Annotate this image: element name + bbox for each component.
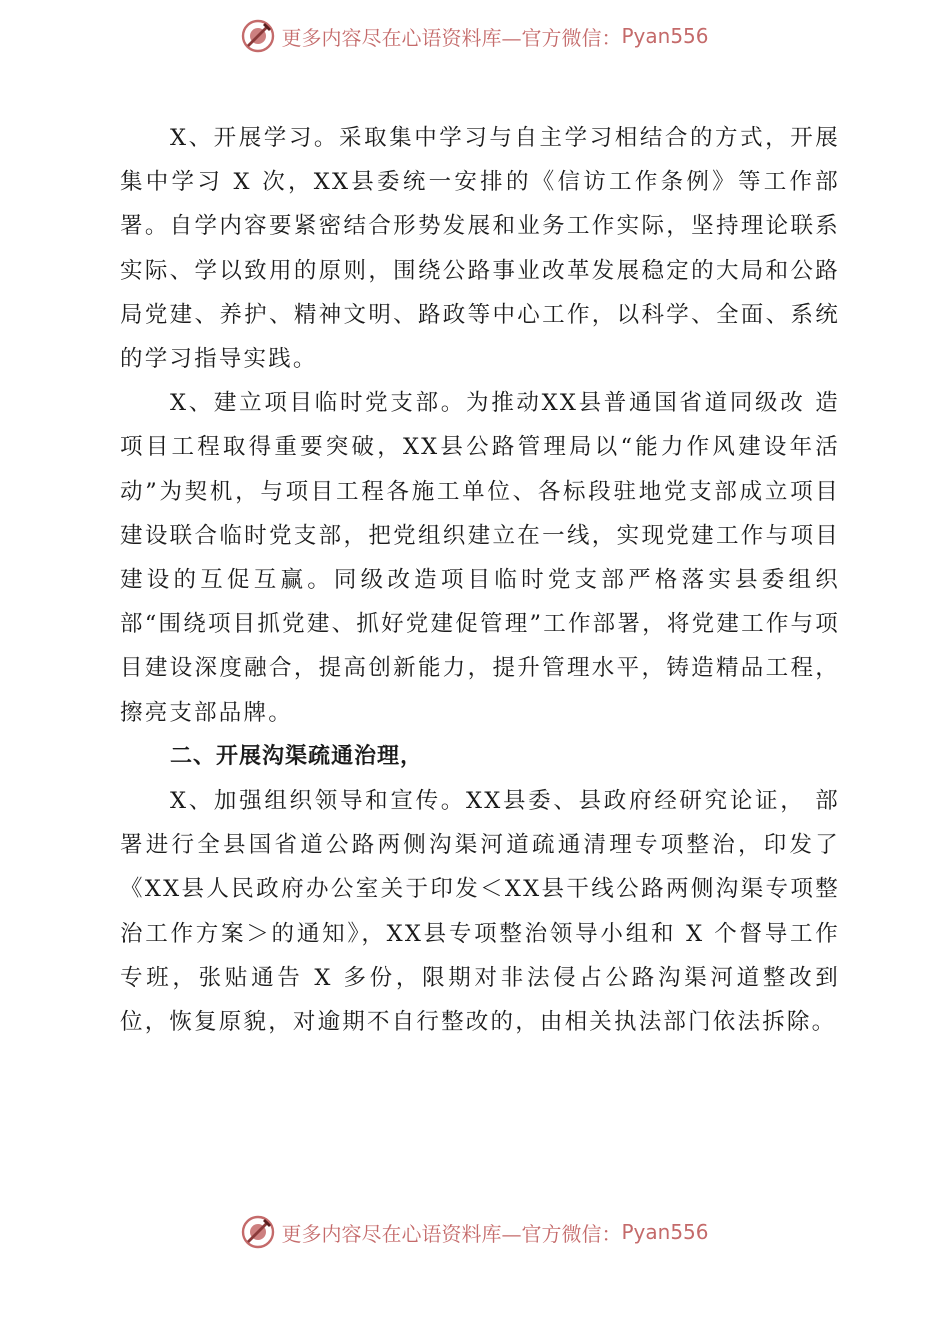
watermark-wechat-id: Pyan556 (621, 24, 709, 48)
document-body (120, 116, 840, 1044)
paragraph-organization: X、加强组织领导和宣传。XX县委、县政府经研究论证， 部署进行全县国省道公路两侧沟渠河道疏通清理专项整治，印发了《XX县人民政府办公室关于印发＜XX县干线公路两侧沟渠专项整治工作方案＞的通知》，XX县专项整治领导小组和 X 个督导工作专班，张贴通告 X 多份，限期对非法侵占公路沟渠河道整改到位，恢复原貌，对逾期不自行整改的，由相关执法部门依法拆除。 (120, 788, 840, 1036)
watermark-text: 更多内容尽在心语资料库—官方微信： (281, 25, 622, 50)
watermark-logo-icon (241, 1215, 275, 1249)
paragraph-study: X、开展学习。采取集中学习与自主学习相结合的方式，开展集中学习 X 次，XX县委统一安排的《信访工作条例》等工作部署。自学内容要紧密结合形势发展和业务工作实际，坚持理论联系实际、学以致用的原则，围绕公路事业改革发展稳定的大局和公路局党建、养护、精神文明、路政等中心工作，以科学、全面、系统的学习指导实践。 (120, 125, 840, 373)
watermark-text: 更多内容尽在心语资料库—官方微信： (281, 1221, 622, 1246)
watermark-wechat-id: Pyan556 (621, 1220, 709, 1244)
paragraph-party-branch: X、建立项目临时党支部。为推动XX县普通国省道同级改 造项目工程取得重要突破，XX县公路管理局以“能力作风建设年活动”为契机，与项目工程各施工单位、各标段驻地党支部成立项目建设联合临时党支部，把党组织建立在一线，实现党建工作与项目建设的互促互赢。同级改造项目临时党支部严格落实县委组织部“围绕项目抓党建、抓好党建促管理”工作部署，将党建工作与项目建设深度融合，提高创新能力，提升管理水平，铸造精品工程，擦亮支部品牌。 (120, 390, 840, 726)
section-heading-ditch: 二、开展沟渠疏通治理， (170, 743, 424, 769)
watermark-banner-bottom (0, 1212, 950, 1252)
watermark-banner-top (0, 16, 950, 56)
watermark-logo-icon (241, 19, 275, 53)
